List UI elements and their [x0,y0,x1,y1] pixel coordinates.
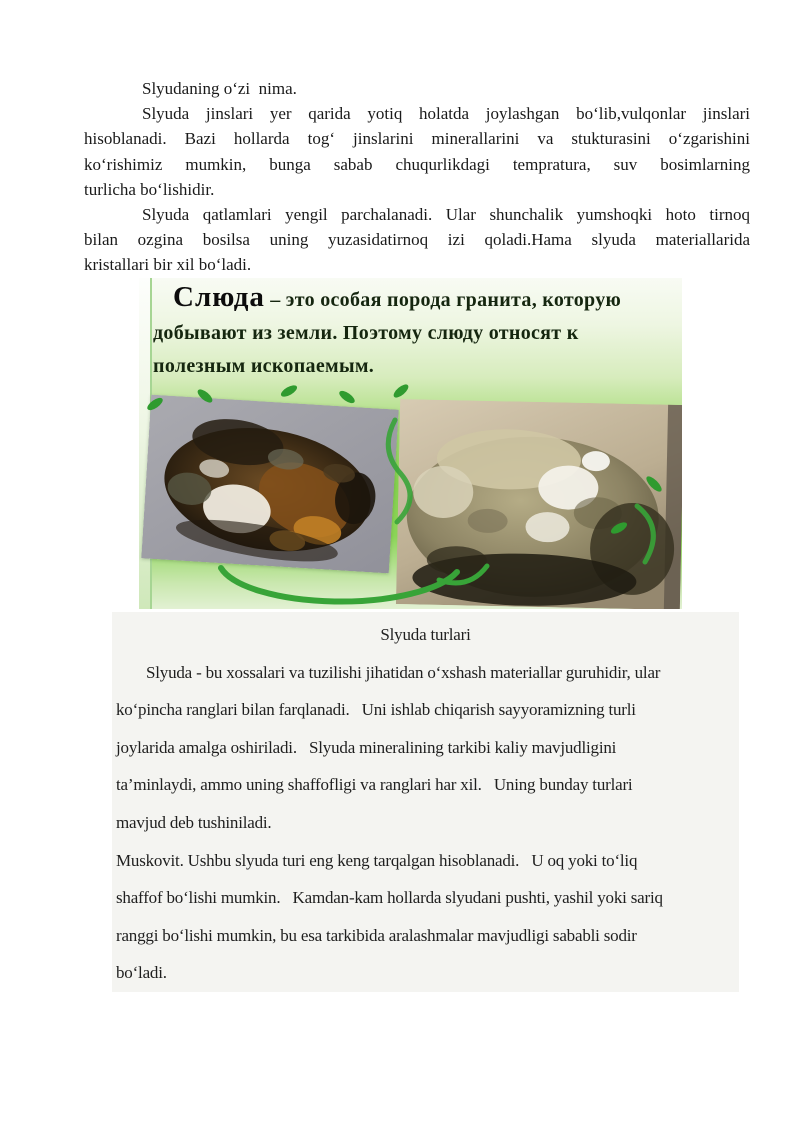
mica-photo-light [396,399,682,609]
text-line: turlicha bo‘lishidir. [84,179,215,199]
paragraph-question: Slyudaning o‘zi nima. [142,79,297,98]
text-line: bo‘ladi. [116,963,167,983]
embedded-slide-image [139,278,682,609]
mica-photo-dark-image [141,395,399,574]
text-line: bilan ozgina bosilsa uning yuzasidatirnoq izi qoladi.Hama slyuda materiallarida [84,230,750,250]
section-heading: Slyuda turlari [380,625,471,644]
paragraph-muscovite [112,842,739,992]
text-line: ko‘pincha ranglari bilan farqlanadi. Uni ishlab chiqarish sayyoramizning turli [116,700,636,720]
slide-title-rest: – это особая порода гранита, которую добывают из земли. Поэтому слюду относят к полезным ископаемым. [153,289,622,377]
paragraph-layers [84,202,750,278]
slide-title [153,281,675,383]
text-line: shaffof bo‘lishi mumkin. Kamdan-kam hollarda slyudani pushti, yashil yoki sariq [116,888,663,908]
mica-photo-light-image [396,399,682,609]
text-line: Slyuda - bu xossalari va tuzilishi jihatidan o‘xshash materiallar guruhidir, ular [146,662,661,682]
paragraph-types-intro [112,654,739,842]
paragraph-origin [84,101,750,202]
text-line: ko‘rishimiz mumkin, bunga sabab chuqurlikdagi tempratura, suv bosimlarning [84,154,750,174]
text-line: Muskovit. Ushbu slyuda turi eng keng tarqalgan hisoblanadi. U oq yoki to‘liq [116,850,638,870]
text-line: mavjud deb tushiniladi. [116,812,272,832]
text-line: Slyuda qatlamlari yengil parchalanadi. Ular shunchalik yumshoqki hoto tirnoq [142,205,750,225]
text-line: hisoblanadi. Bazi hollarda tog‘ jinslarini minerallarini va stukturasini o‘zgarishini [84,129,750,149]
types-section [112,612,739,992]
text-line: joylarida amalga oshiriladi. Slyuda mineralining tarkibi kaliy mavjudligini [116,737,617,757]
text-line: ta’minlaydi, ammo uning shaffofligi va ranglari har xil. Uning bunday turlari [116,775,633,795]
text-line: ranggi bo‘lishi mumkin, bu esa tarkibida aralashmalar mavjudligi sababli sodir [116,925,637,945]
text-line: Slyuda jinslari yer qarida yotiq holatda joylashgan bo‘lib,vulqonlar jinslari [142,104,750,124]
mica-photo-dark [141,395,399,574]
intro-text-block [84,76,750,278]
text-line: kristallari bir xil bo‘ladi. [84,255,252,275]
slide-title-word: Слюда [173,281,265,313]
